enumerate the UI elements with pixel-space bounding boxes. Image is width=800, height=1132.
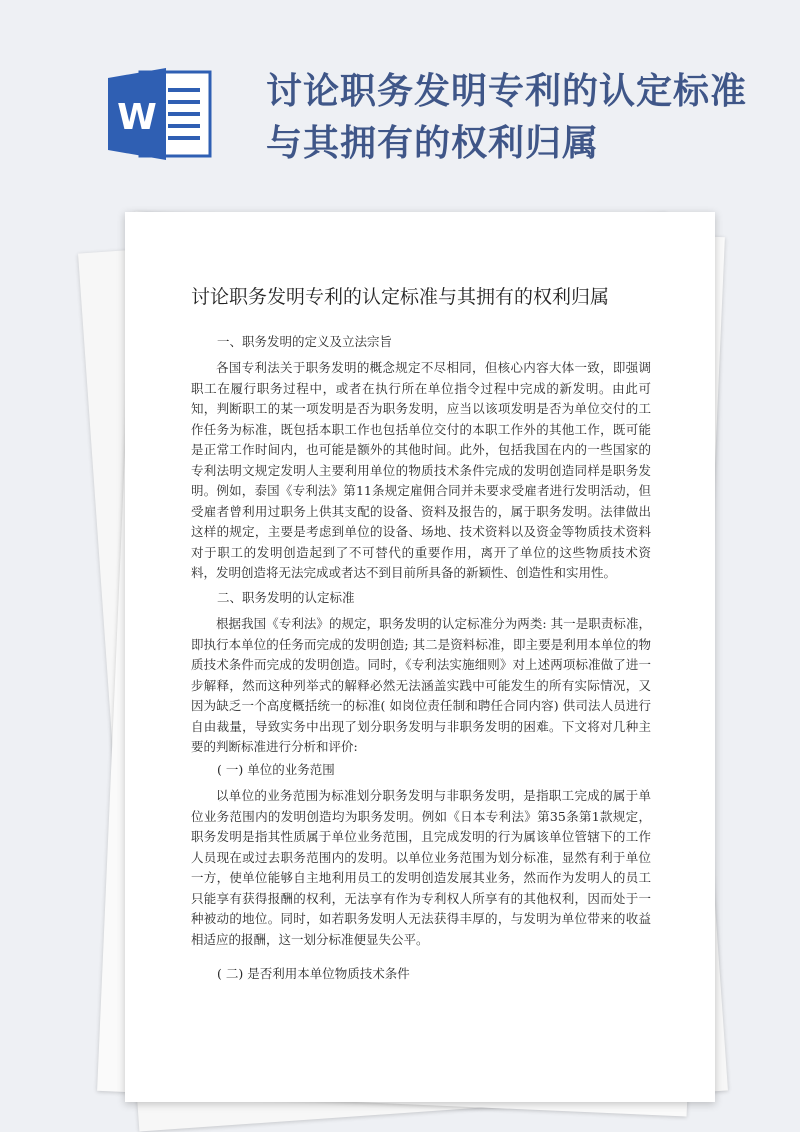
paragraph-1: 各国专利法关于职务发明的概念规定不尽相同，但核心内容大体一致，即强调职工在履行职务过程中，或者在执行所在单位指令过程中完成的新发明。由此可知，判断职工的某一项发明是否为职务发明，应当以该项发明是否为单位交付的工作任务为标准，既包括本职工作也包括单位交付的本职工作外的其他工作，既可能是正常工作时间内，也可能是额外的其他时间。此外，包括我国在内的一些国家的专利法明文规定发明人主要利用单位的物质技术条件完成的发明创造同样是职务发明。例如，泰国《专利法》第11条规定雇佣合同并未要求受雇者进行发明活动，但受雇者曾利用过职务上供其支配的设备、资料及报告的，属于职务发明。法律做出这样的规定，主要是考虑到单位的设备、场地、技术资料以及资金等物质技术资料对于职工的发明创造起到了不可替代的重要作用，离开了单位的这些物质技术资料，发明创造将无法完成或者达不到目前所具备的新颖性、创造性和实用性。 — [191, 360, 651, 580]
page-header — [0, 0, 800, 220]
section-heading-1: 一、职务发明的定义及立法宗旨 — [217, 334, 393, 349]
document-page — [125, 212, 715, 1102]
subsection-heading-2: ( 二) 是否利用本单位物质技术条件 — [217, 966, 410, 981]
subsection-heading-1: ( 一) 单位的业务范围 — [217, 762, 335, 777]
header-title-line1: 讨论职务发明专利的认定标准 — [266, 71, 748, 112]
paragraph-3: 以单位的业务范围为标准划分职务发明与非职务发明，是指职工完成的属于单位业务范围内的发明创造均为职务发明。例如《日本专利法》第35条第1款规定，职务发明是指其性质属于单位业务范围，且完成发明的行为属该单位管辖下的工作人员现在或过去职务范围内的发明。以单位业务范围为划分标准，显然有利于单位一方，使单位能够自主地利用员工的发明创造发展其业务，然而作为发明人的员工只能享有获得报酬的权利，无法享有作为专利权人所享有的其他权利，因而处于一种被动的地位。同时，如若职务发明人无法获得丰厚的，与发明为单位带来的收益相适应的报酬，这一划分标准便显失公平。 — [191, 788, 651, 947]
word-document-icon — [106, 66, 216, 162]
document-title: 讨论职务发明专利的认定标准与其拥有的权利归属 — [191, 286, 610, 308]
header-title-line2: 与其拥有的权利归属 — [266, 123, 600, 164]
word-icon-letter: W — [117, 97, 157, 138]
header-title — [266, 66, 766, 170]
paragraph-2: 根据我国《专利法》的规定，职务发明的认定标准分为两类: 其一是职责标准，即执行本单位的任务而完成的发明创造; 其二是资料标准，即主要是利用本单位的物质技术条件而完成的发明创造。同时，《专利法实施细则》对上述两项标准做了进一步解释，然而这种列举式的解释必然无法涵盖实践中可能发生的所有实际情况，又因为缺乏一个高度概括统一的标准( 如岗位责任制和聘任合同内容) 供司法人员进行自由裁量，导致实务中出现了划分职务发明与非职务发明的困难。下文将对几种主要的判断标准进行分析和评价: — [191, 616, 651, 754]
document-body — [125, 212, 715, 1102]
section-heading-2: 二、职务发明的认定标准 — [217, 590, 355, 605]
